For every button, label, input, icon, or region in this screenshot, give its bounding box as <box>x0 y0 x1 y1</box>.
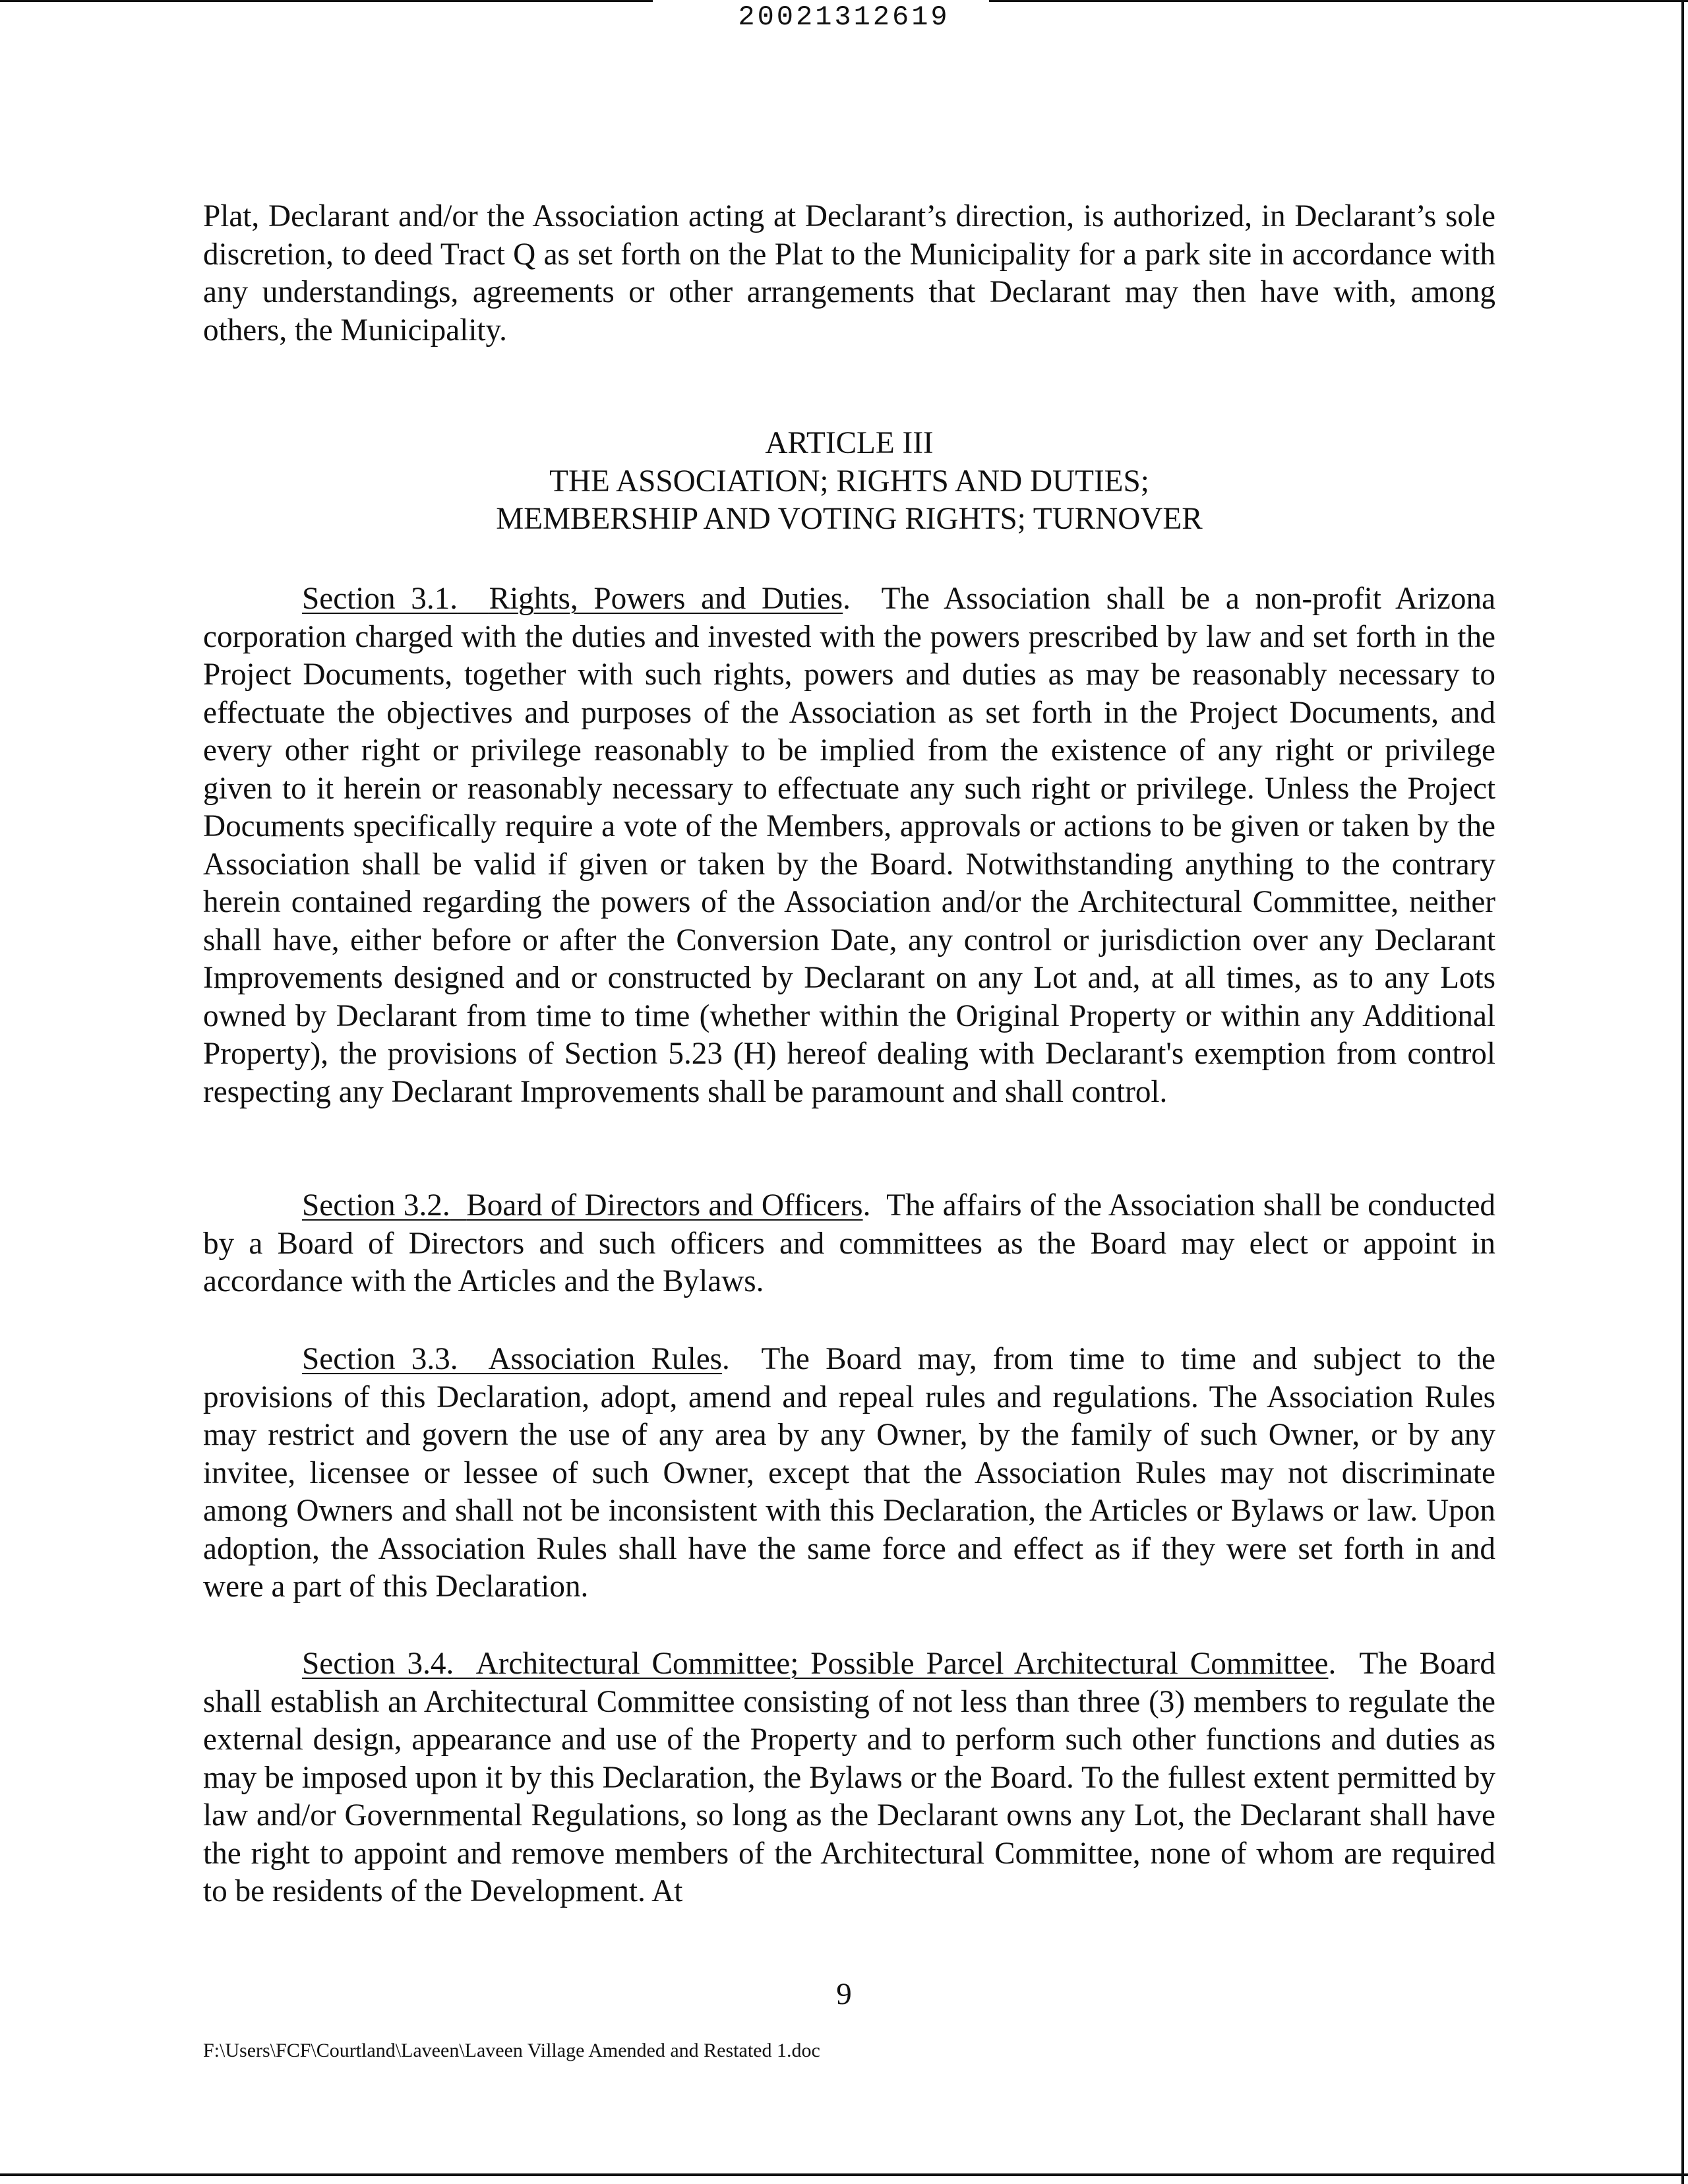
section-body: The Board may, from time to time and subject to the provisions of this Declaration, adopt, amend and repeal rules and regulations. The Association Rules may restrict and govern the use of any area by any Owner, by the family of such Owner, or by any invitee, licensee or lessee of such Owner, except that the Association Rules may not discriminate among Owners and shall not be inconsistent with this Declaration, the Articles or Bylaws or law. Upon adoption, the Association Rules shall have the same force and effect as if they were set forth in and were a part of this Declaration. <box>203 1342 1495 1604</box>
intro-paragraph-text: Plat, Declarant and/or the Association acting at Declarant’s direction, is authorized, in Declarant’s sole discretion, to deed Tract Q as set forth on the Plat to the Municipality for a park site in accordance with any understandings, agreements or other arrangements that Declarant may then have with, among others, the Municipality. <box>203 199 1495 348</box>
bottom-border-line <box>0 2173 1688 2176</box>
section-3-1: Section 3.1. Rights, Powers and Duties. The Association shall be a non-profit Arizona corporation charged with the duties and invested with the powers prescribed by law and set forth in the Project Documents, together with such rights, powers and duties as may be reasonably necessary to effectuate the objectives and purposes of the Association as set forth in the Project Documents, and every other right or privilege reasonably to be implied from the existence of any right or privilege given to it herein or reasonably necessary to effectuate any such right or privilege. Unless the Project Documents specifically require a vote of the Members, approvals or actions to be given or taken by the Association shall be valid if given or taken by the Board. Notwithstanding anything to the contrary herein contained regarding the powers of the Association and/or the Architectural Committee, neither shall have, either before or after the Conversion Date, any control or jurisdiction over any Declarant Improvements designed and or constructed by Declarant on any Lot and, at all times, as to any Lots owned by Declarant from time to time (whether within the Original Property or within any Additional Property), the provisions of Section 5.23 (H) hereof dealing with Declarant's exemption from control respecting any Declarant Improvements shall be paramount and shall control. <box>203 582 1496 1109</box>
section-number: Section 3.3. <box>302 1342 458 1376</box>
file-path: F:\Users\FCF\Courtland\Laveen\Laveen Village Amended and Restated 1.doc <box>203 2040 820 2061</box>
recording-number: 20021312619 <box>738 1 950 33</box>
section-body: The affairs of the Association shall be conducted by a Board of Directors and such officers and committees as the Board may elect or appoint in accordance with the Articles and the Bylaws. <box>203 1188 1496 1298</box>
right-border-line <box>1681 0 1684 2184</box>
section-body: The Board shall establish an Architectural Committee consisting of not less than three (3) members to regulate the external design, appearance and use of the Property and to perform such other functions and duties as may be imposed upon it by this Declaration, the Bylaws or the Board. To the fullest extent permitted by law and/or Governmental Regulations, so long as the Declarant owns any Lot, the Declarant shall have the right to appoint and remove members of the Architectural Committee, none of whom are required to be residents of the Development. At <box>203 1647 1495 1908</box>
page-number: 9 <box>836 1977 852 2011</box>
section-heading: Association Rules <box>488 1342 723 1376</box>
section-number: Section 3.1. <box>302 582 458 616</box>
section-3-4: Section 3.4. Architectural Committee; Possible Parcel Architectural Committee. The Board shall establish an Architectural Committee consisting of not less than three (3) members to regulate the external design, appearance and use of the Property and to perform such other functions and duties as may be imposed upon it by this Declaration, the Bylaws or the Board. To the fullest extent permitted by law and/or Governmental Regulations, so long as the Declarant owns any Lot, the Declarant shall have the right to appoint and remove members of the Architectural Committee, none of whom are required to be residents of the Development. At <box>203 1647 1495 1908</box>
section-heading: Rights, Powers and Duties <box>489 582 843 616</box>
section-heading: Architectural Committee; Possible Parcel Architectural Committee <box>475 1647 1329 1681</box>
article-heading <box>203 425 1495 539</box>
section-number: Section 3.2. <box>302 1188 450 1223</box>
article-title-line-2: MEMBERSHIP AND VOTING RIGHTS; TURNOVER <box>496 502 1203 536</box>
section-3-3: Section 3.3. Association Rules. The Board may, from time to time and subject to the provisions of this Declaration, adopt, amend and repeal rules and regulations. The Association Rules may restrict and govern the use of any area by any Owner, by the family of such Owner, or by any invitee, licensee or lessee of such Owner, except that the Association Rules may not discriminate among Owners and shall not be inconsistent with this Declaration, the Articles or Bylaws or law. Upon adoption, the Association Rules shall have the same force and effect as if they were set forth in and were a part of this Declaration. <box>203 1342 1495 1604</box>
section-3-2: Section 3.2. Board of Directors and Officers. The affairs of the Association shall be conducted by a Board of Directors and such officers and committees as the Board may elect or appoint in accordance with the Articles and the Bylaws. <box>203 1188 1496 1298</box>
section-heading: Board of Directors and Officers <box>466 1188 863 1223</box>
section-body: The Association shall be a non-profit Arizona corporation charged with the duties and invested with the powers prescribed by law and set forth in the Project Documents, together with such rights, powers and duties as may be reasonably necessary to effectuate the objectives and purposes of the Association as set forth in the Project Documents, and every other right or privilege reasonably to be implied from the existence of any right or privilege given to it herein or reasonably necessary to effectuate any such right or privilege. Unless the Project Documents specifically require a vote of the Members, approvals or actions to be given or taken by the Association shall be valid if given or taken by the Board. Notwithstanding anything to the contrary herein contained regarding the powers of the Association and/or the Architectural Committee, neither shall have, either before or after the Conversion Date, any control or jurisdiction over any Declarant Improvements designed and or constructed by Declarant on any Lot and, at all times, as to any Lots owned by Declarant from time to time (whether within the Original Property or within any Additional Property), the provisions of Section 5.23 (H) hereof dealing with Declarant's exemption from control respecting any Declarant Improvements shall be paramount and shall control. <box>203 582 1496 1109</box>
article-title-line-1: THE ASSOCIATION; RIGHTS AND DUTIES; <box>549 464 1149 499</box>
section-number: Section 3.4. <box>302 1647 454 1681</box>
article-number: ARTICLE III <box>765 426 934 460</box>
intro-paragraph <box>203 198 1495 349</box>
